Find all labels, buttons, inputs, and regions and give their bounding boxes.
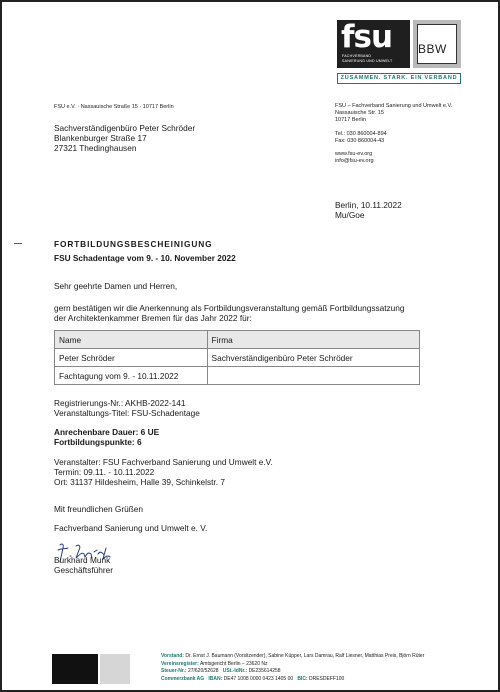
event-organizer: Veranstalter: FSU Fachverband Sanierung und Umwelt e.V. [54,457,273,467]
document-subheading: FSU Schadentage vom 9. - 10. November 2022 [54,253,236,263]
footer-tax [161,668,424,676]
org-street: Nassauische Str. 15 [335,110,384,117]
org-contact-block [335,103,452,165]
fsu-logo-subtitle [342,54,392,63]
org-email-link[interactable]: info@fsu-ev.org [335,158,374,165]
org-city: 10717 Berlin [335,117,366,124]
table-cell: Peter Schröder [55,349,208,367]
footer-tax-value: 27/620/52628 [187,668,219,675]
letter-reference: Mu/Goe [335,210,365,221]
footer-grey-block [100,654,130,684]
table-cell: Sachverständigenbüro Peter Schröder [207,349,419,367]
footer-bic-value: DRESDEFF100 [308,675,345,682]
fsu-logo-sub-2: SANIERUNG UND UMWELT [342,58,393,63]
footer-register-key: Vereinsregister: [161,660,199,667]
org-fax: Fax: 030 860004-43 [335,137,385,144]
bbw-logo [413,20,461,68]
fsu-logo-text: fsu [341,19,393,55]
salutation: Sehr geehrte Damen und Herren, [54,281,178,291]
document-heading: FORTBILDUNGSBESCHEINIGUNG [54,239,213,249]
registration-number: Registrierungs-Nr.: AKHB-2022-141 [54,398,186,408]
table-cell [207,367,419,385]
footer-board-value: Dr. Ernst J. Baumann (Vorsitzender), Sabine Küpper, Lars Damrau, Ralf Liesner, Matthias Preis, Björn Rüter [185,653,425,659]
table-header-firma: Firma [207,331,419,349]
intro-paragraph [54,303,454,323]
signer-name: Burkhard Munk [54,555,111,565]
footer-vat-key: USt.-IdNr.: [222,668,248,675]
credit-points: Fortbildungspunkte: 6 [54,437,142,448]
letter-date: Berlin, 10.11.2022 [335,200,402,210]
recipient-line-3: 27321 Thedinghausen [54,143,137,154]
sender-line: FSU e.V. · Nassauische Straße 15 · 10717 Berlin [54,104,174,110]
footer-board [161,653,424,661]
fold-mark [14,243,22,244]
fsu-logo-sub-1: FACHVERBAND [342,54,372,58]
recipient-address [54,123,195,154]
org-tel: Tel.: 030 860004-894 [335,130,387,137]
footer-dark-block [52,654,98,684]
signer-block [54,555,113,575]
signer-title: Geschäftsführer [54,565,114,576]
footer-register [161,661,424,669]
table-row [55,349,420,367]
org-web-link[interactable]: www.fsu-ev.org [335,151,373,158]
footer-iban-value: DE47 1008 0000 0423 1405 00 [223,675,294,682]
event-details [54,457,273,488]
participant-table [54,330,420,385]
footer-register-value: Amtsgericht Berlin – 23620 Nz [199,660,268,667]
org-name: FSU – Fachverband Sanierung und Umwelt e.V. [335,103,453,109]
bbw-logo-text: BBW [418,42,447,56]
table-header-row [55,331,420,349]
logo-tagline: ZUSAMMEN. STARK. EIN VERBAND [337,73,461,84]
intro-line-2: der Architektenkammer Bremen für das Jahr 2022 für: [54,313,252,324]
credit-block [54,427,159,447]
footer-iban-key: IBAN: [208,675,223,682]
footer-vat-value: DE235614258 [248,668,281,675]
recipient-line-1: Sachverständigenbüro Peter Schröder [54,123,196,133]
table-header-name: Name [55,331,208,349]
table-cell: Fachtagung vom 9. - 10.11.2022 [55,367,208,385]
date-block [335,200,402,220]
intro-line-1: gern bestätigen wir die Anerkennung als Fortbildungsveranstaltung gemäß Fortbildungssatzung [54,303,405,313]
fsu-logo [337,20,410,68]
footer-bic-key: BIC: [297,675,308,682]
table-row [55,367,420,385]
recipient-line-2: Blankenburger Straße 17 [54,133,147,144]
footer-bank-key: Commerzbank AG [161,675,205,682]
event-location: Ort: 31137 Hildesheim, Halle 39, Schinkelstr. 7 [54,477,225,488]
event-dates: Termin: 09.11. - 10.11.2022 [54,467,155,478]
footer-bank [161,676,424,684]
closing-greeting: Mit freundlichen Grüßen [54,504,144,514]
footer-info [161,653,424,683]
event-title: Veranstaltungs-Titel: FSU-Schadentage [54,408,200,419]
signature-organization: Fachverband Sanierung und Umwelt e. V. [54,523,208,533]
footer-board-key: Vorstand: [161,653,184,659]
credit-duration: Anrechenbare Dauer: 6 UE [54,427,160,437]
registration-block [54,398,200,418]
footer-tax-key: Steuer-Nr.: [161,668,187,675]
